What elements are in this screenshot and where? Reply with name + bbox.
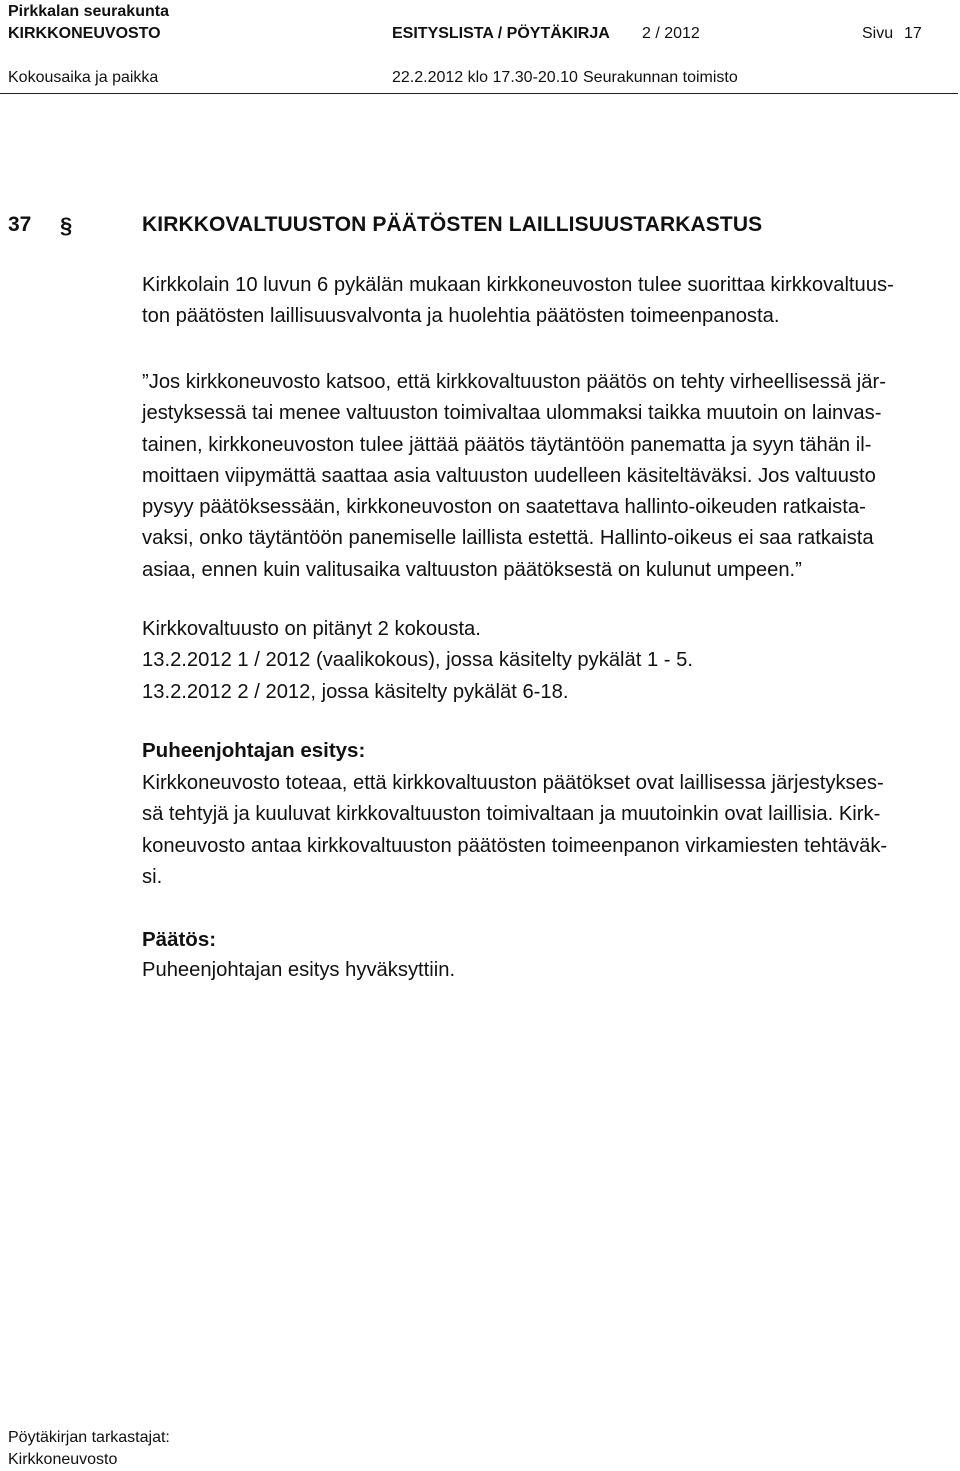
meeting-datetime: 22.2.2012 klo 17.30-20.10 [392,69,578,86]
intro-paragraph [142,270,942,333]
proposal-text [142,768,942,893]
quoted-paragraph [142,367,942,586]
intro-line: ton päätösten laillisuusvalvonta ja huolehtia päätösten toimeenpanosta. [142,305,780,328]
meetings-line: Kirkkovaltuusto on pitänyt 2 kokousta. [142,618,481,640]
meeting-label: Kokousaika ja paikka [8,69,159,86]
page-label: Sivu [862,25,894,42]
document-number: 2 / 2012 [642,25,700,42]
quote-line: moittaen viipymättä saattaa asia valtuuston uudelleen käsiteltäväksi. Jos valtuusto [142,464,876,487]
quote-line: jestyksessä tai menee valtuuston toimivaltaa ulommaksi taikka muutoin on lainvas- [142,402,882,425]
proposal-label: Puheenjohtajan esitys: [142,739,366,762]
proposal-line: si. [142,865,163,888]
proposal-line: koneuvosto antaa kirkkovaltuuston päätösten toimeenpanon virkamiesten tehtäväk- [142,834,888,857]
paragraph-sign: § [60,213,73,238]
footer-body: Kirkkoneuvosto [8,1451,118,1468]
proposal-line: sä tehtyjä ja kuuluvat kirkkovaltuuston toimivaltaan ja muutoinkin ovat laillisia. Kirk- [142,803,881,826]
decision-line: Puheenjohtajan esitys hyväksyttiin. [142,959,456,981]
footer-label: Pöytäkirjan tarkastajat: [8,1429,170,1446]
quote-line: asiaa, ennen kuin valitusaika valtuuston päätöksestä on kulunut umpeen.” [142,558,802,581]
quote-line: vaksi, onko täytäntöön panemiselle laillista estettä. Hallinto-oikeus ei saa ratkaista [142,527,874,550]
document-type: ESITYSLISTA / PÖYTÄKIRJA [392,25,610,42]
decision-text [142,955,942,986]
decision-label: Päätös: [142,928,217,951]
header-divider [0,93,958,94]
meetings-line: 13.2.2012 2 / 2012, jossa käsitelty pykälät 6-18. [142,680,569,703]
intro-line: Kirkkolain 10 luvun 6 pykälän mukaan kirkkoneuvoston tulee suorittaa kirkkovaltuus- [142,274,894,296]
meetings-list [142,614,942,708]
meetings-line: 13.2.2012 1 / 2012 (vaalikokous), jossa käsitelty pykälät 1 - 5. [142,649,693,672]
proposal-line: Kirkkoneuvosto toteaa, että kirkkovaltuuston päätökset ovat laillisessa järjestykses- [142,772,884,794]
body-name: KIRKKONEUVOSTO [8,25,161,42]
page-number: 17 [904,25,922,42]
section-title: KIRKKOVALTUUSTON PÄÄTÖSTEN LAILLISUUSTARKASTUS [142,213,763,236]
meeting-place: Seurakunnan toimisto [583,69,738,86]
section-number: 37 [8,213,32,236]
quote-line: tainen, kirkkoneuvoston tulee jättää päätös täytäntöön panematta ja syyn tähän il- [142,433,872,456]
quote-line: pysyy päätöksessään, kirkkoneuvoston on saatettava hallinto-oikeuden ratkaista- [142,496,866,519]
organization-name: Pirkkalan seurakunta [8,3,169,20]
quote-line: ”Jos kirkkoneuvosto katsoo, että kirkkovaltuuston päätös on tehty virheellisessä jär- [142,371,886,393]
